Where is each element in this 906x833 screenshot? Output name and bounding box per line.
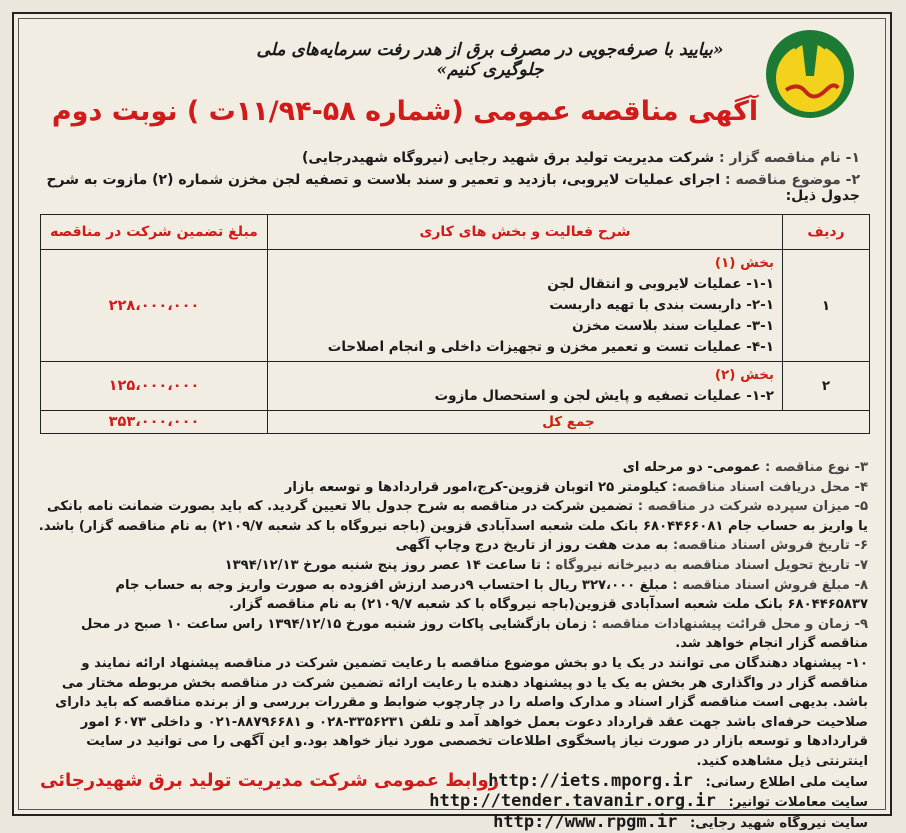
condition-value: عمومی- دو مرحله ای bbox=[622, 460, 761, 475]
rpgm-link[interactable]: http://www.rpgm.ir bbox=[493, 811, 678, 832]
condition-label: ۴- محل دریافت اسناد مناقصه: bbox=[671, 479, 868, 495]
row-description bbox=[268, 250, 783, 362]
link-label: سایت نیروگاه شهید رجایی: bbox=[689, 815, 868, 831]
total-amount: ۳۵۳،۰۰۰،۰۰۰ bbox=[41, 411, 268, 434]
table-row bbox=[41, 362, 870, 411]
row-amount: ۱۲۵،۰۰۰،۰۰۰ bbox=[41, 362, 268, 411]
table-total-row bbox=[41, 411, 870, 434]
condition-notes: ۱۰- پیشنهاد دهندگان می توانند در یک یا دو بخش موضوع مناقصه با رعایت تضمین شرکت در مناقصه پیشنهاد ارائه نمایند و مناقصه گزار در واگذاری هر بخش به یک یا دو پیشنهاد دهنده با رعایت ارائه تضمین شرکت در مناقصه بخش مربوطه مختار می باشد. بدیهی است مناقصه گزار اسناد و مدارک واصله را در چارچوب ضوابط و مقررات بررسی و از برنده مناقصه که باید دارای صلاحیت حرفه‌ای باشد جهت عقد قرارداد دعوت بعمل خواهد آمد و تلفن ۳۳۵۶۲۳۱-۰۲۸ و ۸۸۷۹۶۶۸۱-۰۲۱ و داخلی ۶۰۷۳ امور قراردادها و توسعه بازار در صورت نیاز پاسخگوی اطلاعات تخصصی مورد نیاز خواهد بود.و این آگهی را می توانید در سایت اینترنتی ذیل مشاهده کنید. bbox=[55, 655, 868, 769]
condition-value: مبلغ ۳۲۷،۰۰۰ ریال با احتساب ۹درصد ارزش افزوده به صورت واریز وجه به حساب جام ۶۸۰۴۴۶۵۸۳۷ بانک ملت شعبه اسدآبادی قزوین(باجه نیروگاه با کد شعبه ۲۱۰۹/۷) به نام مناقصه گزار. bbox=[115, 577, 868, 613]
activity-line: ۴-۱- عملیات تست و تعمیر مخزن و تجهیزات داخلی و انجام اصلاحات bbox=[327, 339, 774, 355]
condition-label: ۷- تاریخ تحویل اسناد مناقصه به دبیرخانه نیروگاه : bbox=[545, 557, 868, 573]
condition-label: ۵- میزان سپرده شرکت در مناقصه : bbox=[637, 499, 868, 515]
row-amount: ۲۲۸،۰۰۰،۰۰۰ bbox=[41, 250, 268, 362]
tender-organizer bbox=[40, 150, 860, 166]
tender-table bbox=[40, 214, 870, 434]
condition-value: به مدت هفت روز از تاریخ درج وچاپ آگهی bbox=[395, 538, 669, 554]
row-number: ۲ bbox=[783, 362, 870, 411]
condition-sale-date bbox=[38, 536, 868, 556]
link-row bbox=[38, 792, 868, 813]
activity-line: ۲-۱- داربست بندی با تهیه داربست bbox=[549, 297, 774, 313]
condition-value: تا ساعت ۱۴ عصر روز پنج شنبه مورخ ۱۳۹۴/۱۲/۱۳ bbox=[224, 557, 541, 573]
condition-label: ۶- تاریخ فروش اسناد مناقصه: bbox=[672, 538, 868, 554]
page-title: آگهی مناقصه عمومی (شماره ۵۸-۱۱/۹۴ت ) نوبت دوم bbox=[51, 96, 759, 127]
condition-opening bbox=[38, 615, 868, 654]
tavanir-link[interactable]: http://tender.tavanir.org.ir bbox=[429, 791, 716, 812]
slogan: «بیایید با صرفه‌جویی در مصرف برق از هدر رفت سرمایه‌های ملی جلوگیری کنیم» bbox=[256, 40, 724, 80]
activity-line: ۳-۱- عملیات سند بلاست مخزن bbox=[572, 318, 774, 334]
total-label: جمع کل bbox=[268, 411, 870, 434]
table-header-row bbox=[41, 215, 870, 250]
subject-value: اجرای عملیات لایروبی، بازدید و تعمیر و سند بلاست و تصفیه لجن مخزن شماره (۲) مازوت به شرح جدول ذیل: bbox=[46, 172, 860, 204]
header-amount: مبلغ تضمین شرکت در مناقصه bbox=[41, 215, 268, 250]
iets-link[interactable]: http://iets.mporg.ir bbox=[488, 770, 693, 791]
condition-value: کیلومتر ۲۵ اتوبان قزوین-کرج،امور قراردادها و توسعه بازار bbox=[284, 479, 668, 495]
tender-subject bbox=[40, 172, 860, 204]
section-title: بخش (۱) bbox=[714, 255, 774, 271]
link-label: سایت ملی اطلاع رسانی: bbox=[705, 774, 868, 790]
activity-line: ۱-۱- عملیات لایروبی و انتقال لجن bbox=[547, 276, 774, 292]
organizer-value: شرکت مدیریت تولید برق شهید رجایی (نیروگاه شهیدرجایی) bbox=[302, 150, 715, 166]
organizer-label: ۱- نام مناقصه گزار : bbox=[718, 150, 860, 166]
subject-label: ۲- موضوع مناقصه : bbox=[725, 172, 860, 188]
row-description bbox=[268, 362, 783, 411]
header-row-number: ردیف bbox=[783, 215, 870, 250]
condition-value: تضمین شرکت در مناقصه به شرح جدول بالا تعیین گردید. که باید بصورت ضمانت نامه بانکی یا واریز به حساب جام ۶۸۰۴۴۶۶۰۸۱ بانک ملت شعبه اسدآبادی قزوین (باجه نیروگاه با کد شعبه ۲۱۰۹/۷) به نام مناقصه گزار) باشد. bbox=[38, 499, 868, 534]
condition-type bbox=[38, 458, 868, 478]
condition-deposit bbox=[38, 497, 868, 536]
section-title: بخش (۲) bbox=[714, 367, 774, 383]
public-relations-signature: روابط عمومی شرکت مدیریت تولید برق شهیدرجائی bbox=[40, 770, 500, 791]
condition-value: زمان بازگشایی پاکات روز شنبه مورخ ۱۳۹۴/۱۲/۱۵ راس ساعت ۱۰ صبح در محل مناقصه گزار انجام خواهد شد. bbox=[81, 616, 868, 652]
link-label: سایت معاملات توانیر: bbox=[728, 795, 868, 811]
row-number: ۱ bbox=[783, 250, 870, 362]
condition-delivery-date bbox=[38, 556, 868, 576]
condition-label: ۳- نوع مناقصه : bbox=[765, 460, 868, 475]
condition-document-price bbox=[38, 576, 868, 615]
condition-location bbox=[38, 478, 868, 498]
condition-label: ۹- زمان و محل قرائت پیشنهادات مناقصه : bbox=[591, 616, 868, 632]
header-description: شرح فعالیت و بخش های کاری bbox=[268, 215, 783, 250]
table-row bbox=[41, 250, 870, 362]
activity-line: ۱-۲- عملیات تصفیه و پایش لجن و استحصال مازوت bbox=[434, 388, 774, 404]
condition-label: ۸- مبلغ فروش اسناد مناقصه : bbox=[672, 577, 868, 593]
link-row bbox=[38, 813, 868, 833]
